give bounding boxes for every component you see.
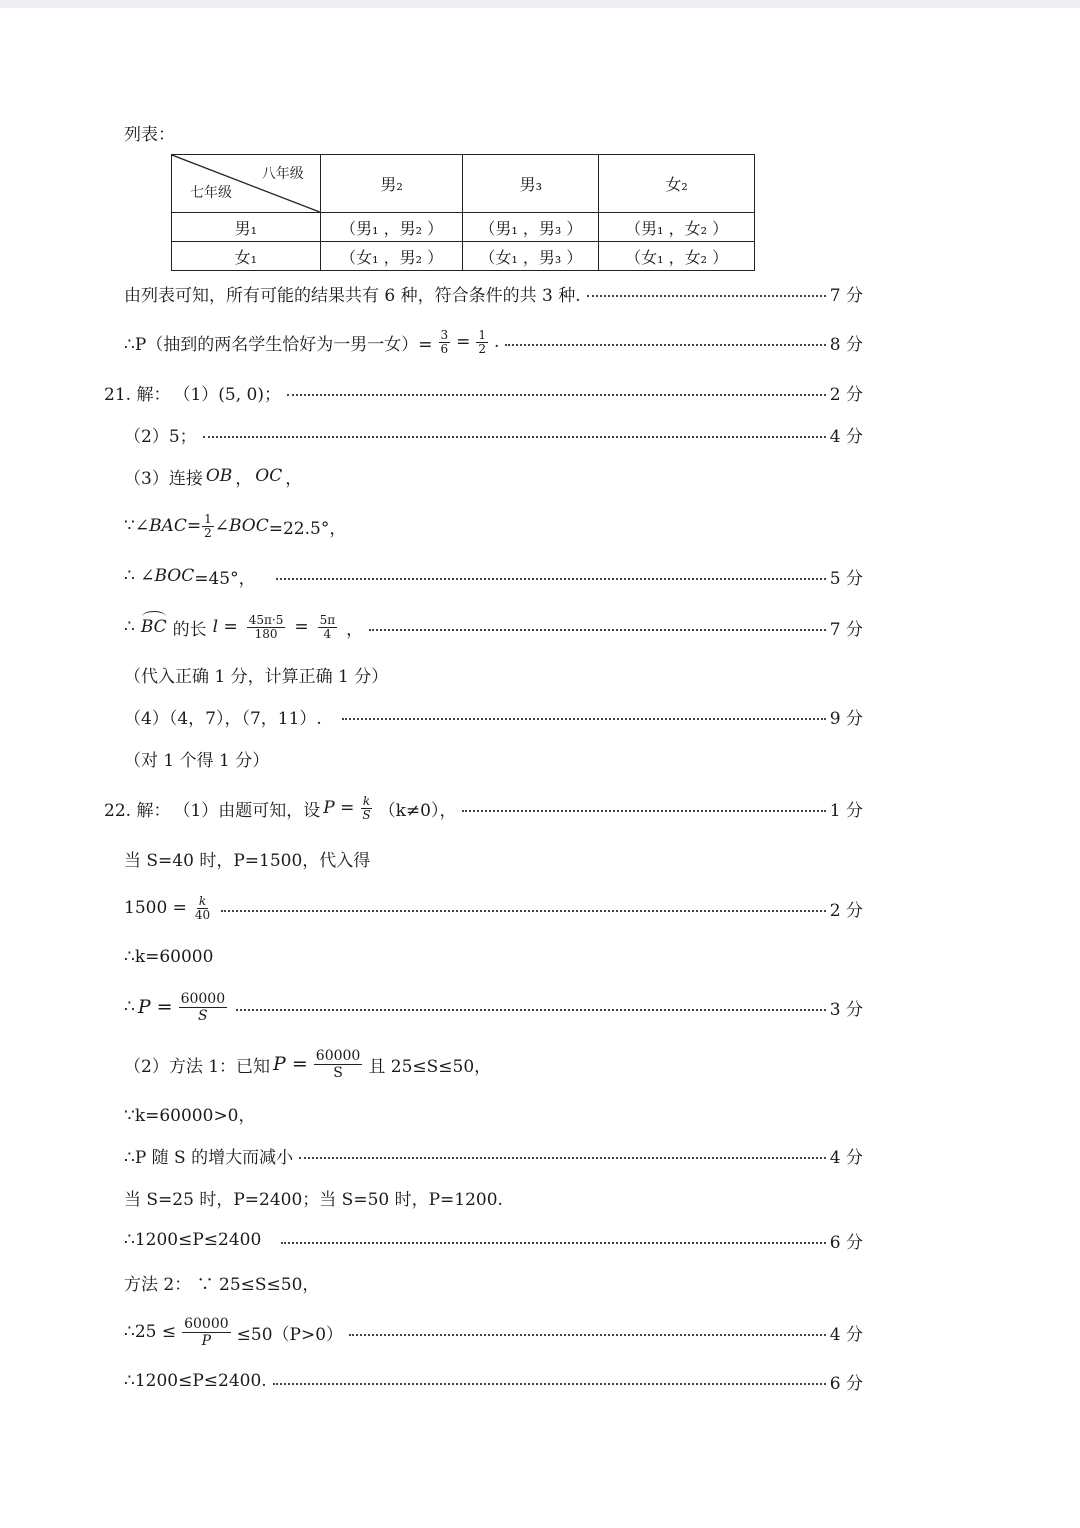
fraction	[314, 1048, 363, 1081]
line-text: （对 1 个得 1 分）	[124, 750, 270, 771]
text-segment: l =	[212, 617, 238, 637]
text-segment: ∴	[124, 997, 135, 1017]
answer-line	[124, 843, 863, 873]
text-segment: 且 25≤S≤50，	[368, 1056, 492, 1077]
text-segment: ∠	[214, 516, 229, 536]
answer-line	[124, 942, 863, 972]
top-bar	[0, 0, 1080, 8]
text-segment: （3）连接	[124, 468, 203, 489]
text-segment: BOC	[228, 516, 269, 536]
text-segment: 5π	[319, 612, 336, 627]
line-text: ∴P 随 S 的增大而减小	[124, 1147, 294, 1168]
answer-line	[124, 1098, 863, 1128]
column-header: 男₂	[320, 155, 463, 213]
text-segment: （2）方法 1：已知	[124, 1056, 271, 1077]
text-segment: 180	[254, 626, 278, 641]
dot-leader	[287, 394, 826, 396]
text-segment: ∴P（抽到的两名学生恰好为一男一女）=	[124, 334, 433, 355]
line-text	[124, 1316, 343, 1349]
dot-leader	[587, 295, 826, 297]
line-text: 当 S=40 时，P=1500，代入得	[124, 850, 371, 871]
dot-leader	[369, 629, 826, 631]
answer-line	[124, 461, 863, 491]
answer-line	[124, 893, 863, 923]
line-text: 列表：	[124, 124, 175, 145]
text-segment: P =	[323, 798, 355, 818]
fraction	[360, 795, 372, 822]
text-segment: =	[294, 617, 309, 637]
score-label: 5 分	[829, 568, 863, 589]
text-segment: ∴ ∠	[124, 566, 155, 586]
arc-symbol: BC	[140, 617, 167, 637]
text-segment: 6	[440, 341, 449, 356]
dot-leader	[462, 810, 825, 812]
question-number: 21. 解：	[104, 384, 171, 405]
dot-leader	[299, 1157, 826, 1159]
text-segment: 2	[204, 525, 212, 540]
dot-leader	[349, 1334, 826, 1336]
answer-line	[124, 1140, 863, 1170]
fraction	[318, 614, 338, 641]
answer-line	[124, 1049, 863, 1079]
question-21-line	[104, 377, 863, 407]
line-text: ∵k=60000>0，	[124, 1105, 256, 1126]
text-segment: 1	[204, 511, 212, 526]
text-segment: =	[456, 332, 471, 352]
score-label: 8 分	[829, 334, 863, 355]
text-segment: P	[201, 1332, 212, 1349]
column-header: 女₂	[599, 155, 755, 213]
text-segment: OC	[255, 466, 283, 486]
line-text: ∴k=60000	[124, 947, 214, 967]
text-segment: S	[198, 1007, 208, 1024]
table-cell: （男₁ ，女₂ ）	[599, 213, 755, 242]
answer-line	[124, 1225, 863, 1255]
text-segment: 1500 =	[124, 898, 187, 918]
line-text	[124, 614, 363, 641]
line-text	[124, 991, 230, 1024]
text-segment: 60000	[180, 990, 226, 1007]
text-segment: 4	[323, 626, 332, 641]
score-label: 2 分	[829, 384, 863, 405]
score-label: 3 分	[829, 999, 863, 1020]
fraction	[247, 614, 286, 641]
table-cell: （女₁ ，男₂ ）	[320, 242, 463, 271]
text-segment: S	[333, 1064, 343, 1081]
line-text: 由列表可知，所有可能的结果共有 6 种，符合条件的共 3 种.	[124, 285, 581, 306]
dot-leader	[276, 578, 826, 580]
answer-line	[124, 992, 863, 1022]
text-segment: ∴25 ≤	[124, 1322, 177, 1342]
text-segment: ，	[235, 468, 253, 489]
fraction	[182, 1316, 231, 1349]
line-text: （2）5；	[124, 426, 197, 447]
row-header: 男₁	[172, 213, 321, 242]
text-segment: P =	[273, 1053, 308, 1075]
text-segment: OB	[205, 466, 233, 486]
answer-line	[124, 561, 863, 591]
score-label: 4 分	[829, 1324, 863, 1345]
answer-line	[124, 278, 863, 308]
text-segment: =	[186, 516, 202, 536]
text-segment: 60000	[184, 1315, 229, 1332]
row-header: 女₁	[172, 242, 321, 271]
line-text: 方法 2： ∵ 25≤S≤50，	[124, 1274, 320, 1295]
text-segment: 2	[478, 341, 487, 356]
score-label: 1 分	[829, 800, 863, 821]
text-segment: ≤50（P>0）	[236, 1324, 344, 1345]
text-segment: 60000	[315, 1047, 361, 1064]
answer-line	[124, 1317, 863, 1347]
answer-line	[124, 419, 863, 449]
text-segment: （1）由题可知，设	[173, 800, 321, 821]
line-text	[124, 1048, 491, 1081]
text-segment: 1	[478, 327, 487, 342]
text-segment: ，	[285, 468, 303, 489]
question-22-line	[104, 793, 863, 823]
text-segment: BOC	[154, 566, 195, 586]
text-segment: k	[362, 793, 371, 808]
dot-leader	[505, 344, 825, 346]
text-segment: P =	[137, 996, 173, 1018]
table-cell: （男₁ ，男₂ ）	[320, 213, 463, 242]
text-segment: =22.5°，	[268, 518, 347, 539]
table-row	[172, 213, 755, 242]
score-label: 4 分	[829, 426, 863, 447]
text-segment: S	[362, 807, 371, 822]
line-text: ∴1200≤P≤2400	[124, 1230, 262, 1250]
dot-leader	[203, 436, 826, 438]
answer-line	[124, 659, 863, 689]
fraction	[193, 895, 212, 922]
text-segment: k	[198, 893, 207, 908]
line-text: ∴1200≤P≤2400.	[124, 1371, 267, 1391]
text-segment: ∴	[124, 617, 135, 637]
text-segment: 45π·5	[248, 612, 284, 627]
fraction	[439, 329, 451, 356]
text-segment: BAC	[149, 516, 187, 536]
fraction	[179, 991, 228, 1024]
answer-line	[124, 1366, 863, 1396]
line-text	[124, 513, 346, 540]
text-segment: ∵∠	[124, 516, 150, 536]
score-label: 7 分	[829, 619, 863, 640]
answer-line	[124, 511, 863, 541]
table-header-row	[172, 155, 755, 213]
corner-bottom-label: 七年级	[190, 185, 232, 201]
answer-line	[124, 701, 863, 731]
dot-leader	[342, 718, 826, 720]
line-text	[104, 795, 456, 822]
line-text	[124, 464, 302, 489]
table-label	[124, 117, 863, 147]
line-text: 当 S=25 时，P=2400；当 S=50 时，P=1200.	[124, 1189, 503, 1210]
answer-line	[124, 612, 863, 642]
score-label: 4 分	[829, 1147, 863, 1168]
line-text	[124, 564, 256, 589]
dot-leader	[273, 1383, 826, 1385]
fraction	[202, 513, 214, 540]
line-text	[104, 380, 281, 405]
text-segment: ，	[346, 619, 364, 640]
corner-top-label: 八年级	[261, 166, 304, 182]
score-label: 7 分	[829, 285, 863, 306]
table-corner-cell	[172, 155, 321, 213]
dot-leader	[281, 1242, 825, 1244]
text-segment: 的长	[172, 619, 207, 640]
line-text: （4）（4，7），（7，11）.	[124, 708, 322, 729]
answer-line	[124, 1267, 863, 1297]
score-label: 9 分	[829, 708, 863, 729]
table-row	[172, 242, 755, 271]
question-number: 22. 解：	[104, 800, 171, 821]
line-text	[124, 329, 499, 356]
score-label: 6 分	[829, 1373, 863, 1394]
table-cell: （女₁ ，男₃ ）	[463, 242, 599, 271]
dot-leader	[221, 910, 826, 912]
answer-line	[124, 1182, 863, 1212]
text-segment: （k≠0），	[378, 800, 457, 821]
answer-line	[124, 327, 863, 357]
outcome-table	[171, 154, 755, 271]
text-segment: .	[494, 332, 500, 352]
text-segment: 3	[440, 327, 449, 342]
score-label: 2 分	[829, 900, 863, 921]
score-label: 6 分	[829, 1232, 863, 1253]
answer-line	[124, 743, 863, 773]
line-text: （代入正确 1 分，计算正确 1 分）	[124, 666, 389, 687]
fraction	[476, 329, 488, 356]
column-header: 男₃	[463, 155, 599, 213]
text-segment: =45°，	[194, 568, 256, 589]
table-cell: （男₁ ，男₃ ）	[463, 213, 599, 242]
table-cell: （女₁ ，女₂ ）	[599, 242, 755, 271]
text-segment: 40	[194, 907, 211, 922]
line-text	[124, 895, 215, 922]
text-segment: （1）(5, 0)；	[173, 384, 281, 405]
dot-leader	[236, 1009, 826, 1011]
